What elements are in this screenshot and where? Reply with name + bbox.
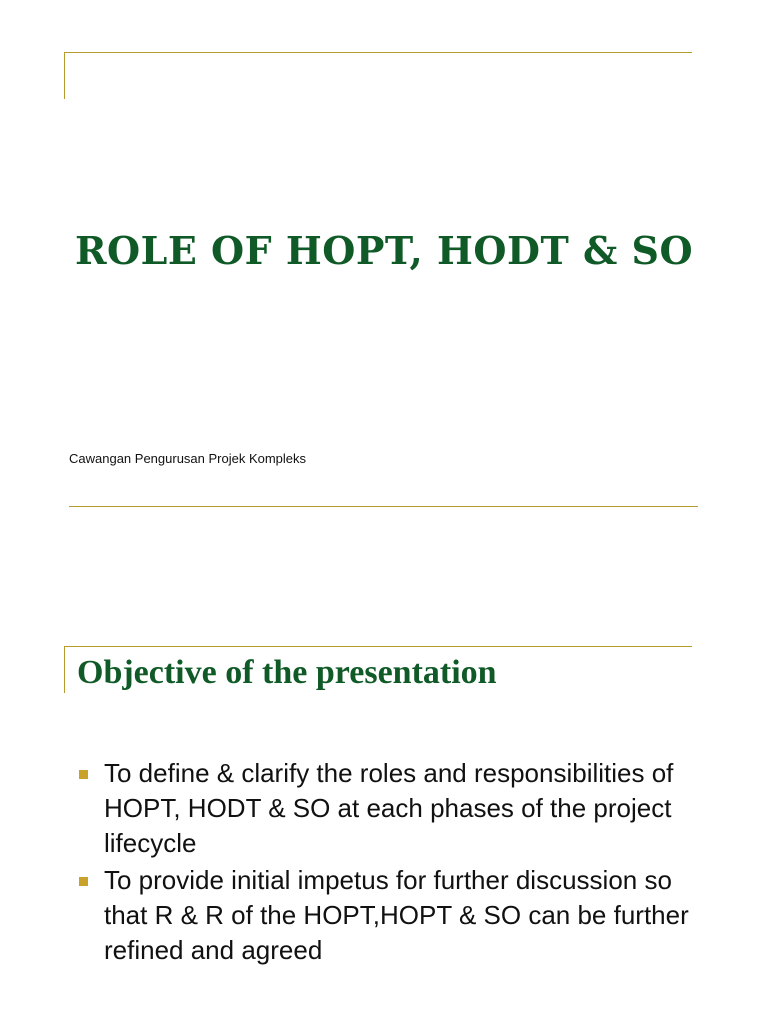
bottom-divider-line xyxy=(69,506,698,507)
top-border-line xyxy=(64,646,692,647)
left-border-line xyxy=(64,646,65,693)
square-bullet-icon xyxy=(79,770,88,779)
slide-title: ROLE OF HOPT, HODT & SO xyxy=(74,228,694,273)
slide-heading: Objective of the presentation xyxy=(77,654,497,691)
square-bullet-icon xyxy=(79,877,88,886)
objective-slide xyxy=(0,512,768,1024)
list-item xyxy=(76,756,716,861)
bullet-text: To define & clarify the roles and responsibilities of HOPT, HODT & SO at each phases of the project lifecycle xyxy=(104,758,674,858)
bullet-text: To provide initial impetus for further discussion so that R & R of the HOPT,HOPT & SO can be further refined and agreed xyxy=(104,865,689,965)
bullet-list xyxy=(76,756,716,970)
left-border-line xyxy=(64,52,65,99)
subtitle-organization: Cawangan Pengurusan Projek Kompleks xyxy=(69,451,307,466)
list-item xyxy=(76,863,716,968)
top-border-line xyxy=(64,52,692,53)
